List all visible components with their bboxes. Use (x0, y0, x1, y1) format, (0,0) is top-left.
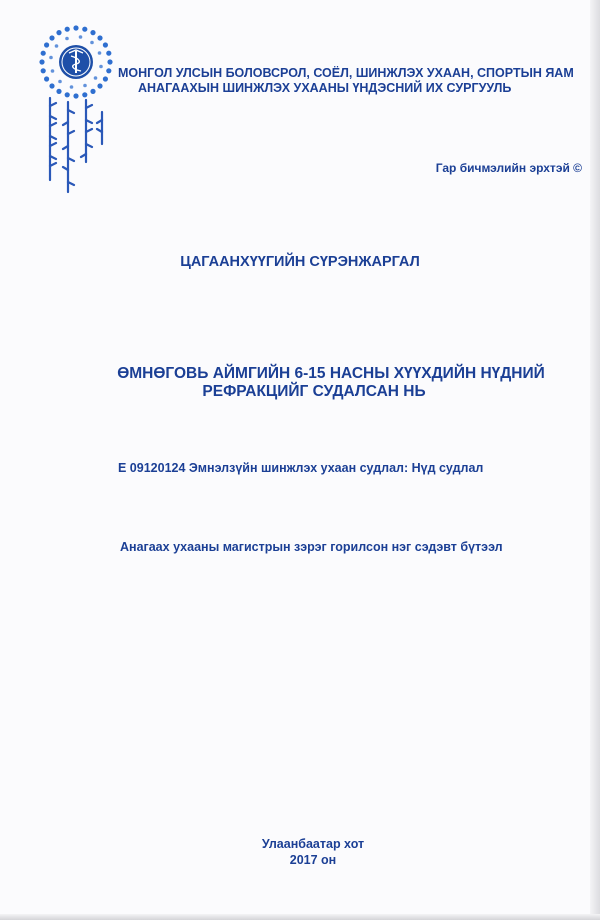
city: Улаанбаатар хот (261, 837, 365, 851)
degree-statement: Анагаах ухааны магистрын зэрэг горилсон нэг сэдэвт бүтээл (120, 540, 503, 554)
page-edge-bottom (0, 914, 600, 920)
university-emblem-icon (36, 22, 116, 102)
specialty-code: Е 09120124 Эмнэлзүйн шинжлэх ухаан судлал: Нүд судлал (118, 461, 484, 475)
mongolian-script-emblem (40, 92, 110, 202)
rights-notice: Гар бичмэлийн эрхтэй © (435, 161, 582, 175)
university-name: АНАГААХЫН ШИНЖЛЭХ УХААНЫ ҮНДЭСНИЙ ИХ СУРГУУЛЬ (138, 81, 512, 95)
thesis-title-line-1: ӨМНӨГОВЬ АЙМГИЙН 6-15 НАСНЫ ХҮҮХДИЙН НҮДНИЙ (117, 365, 545, 382)
thesis-title-line-2: РЕФРАКЦИЙГ СУДАЛСАН НЬ (202, 383, 426, 400)
thesis-title (0, 365, 600, 401)
institution-header (118, 66, 588, 96)
year: 2017 он (289, 853, 337, 867)
page-edge-right (590, 0, 600, 920)
author-name: ЦАГААНХҮҮГИЙН СҮРЭНЖАРГАЛ (180, 254, 420, 270)
ministry-name: МОНГОЛ УЛСЫН БОЛОВСРОЛ, СОЁЛ, ШИНЖЛЭХ УХААН, СПОРТЫН ЯАМ (118, 66, 574, 80)
place-and-year (0, 836, 600, 868)
